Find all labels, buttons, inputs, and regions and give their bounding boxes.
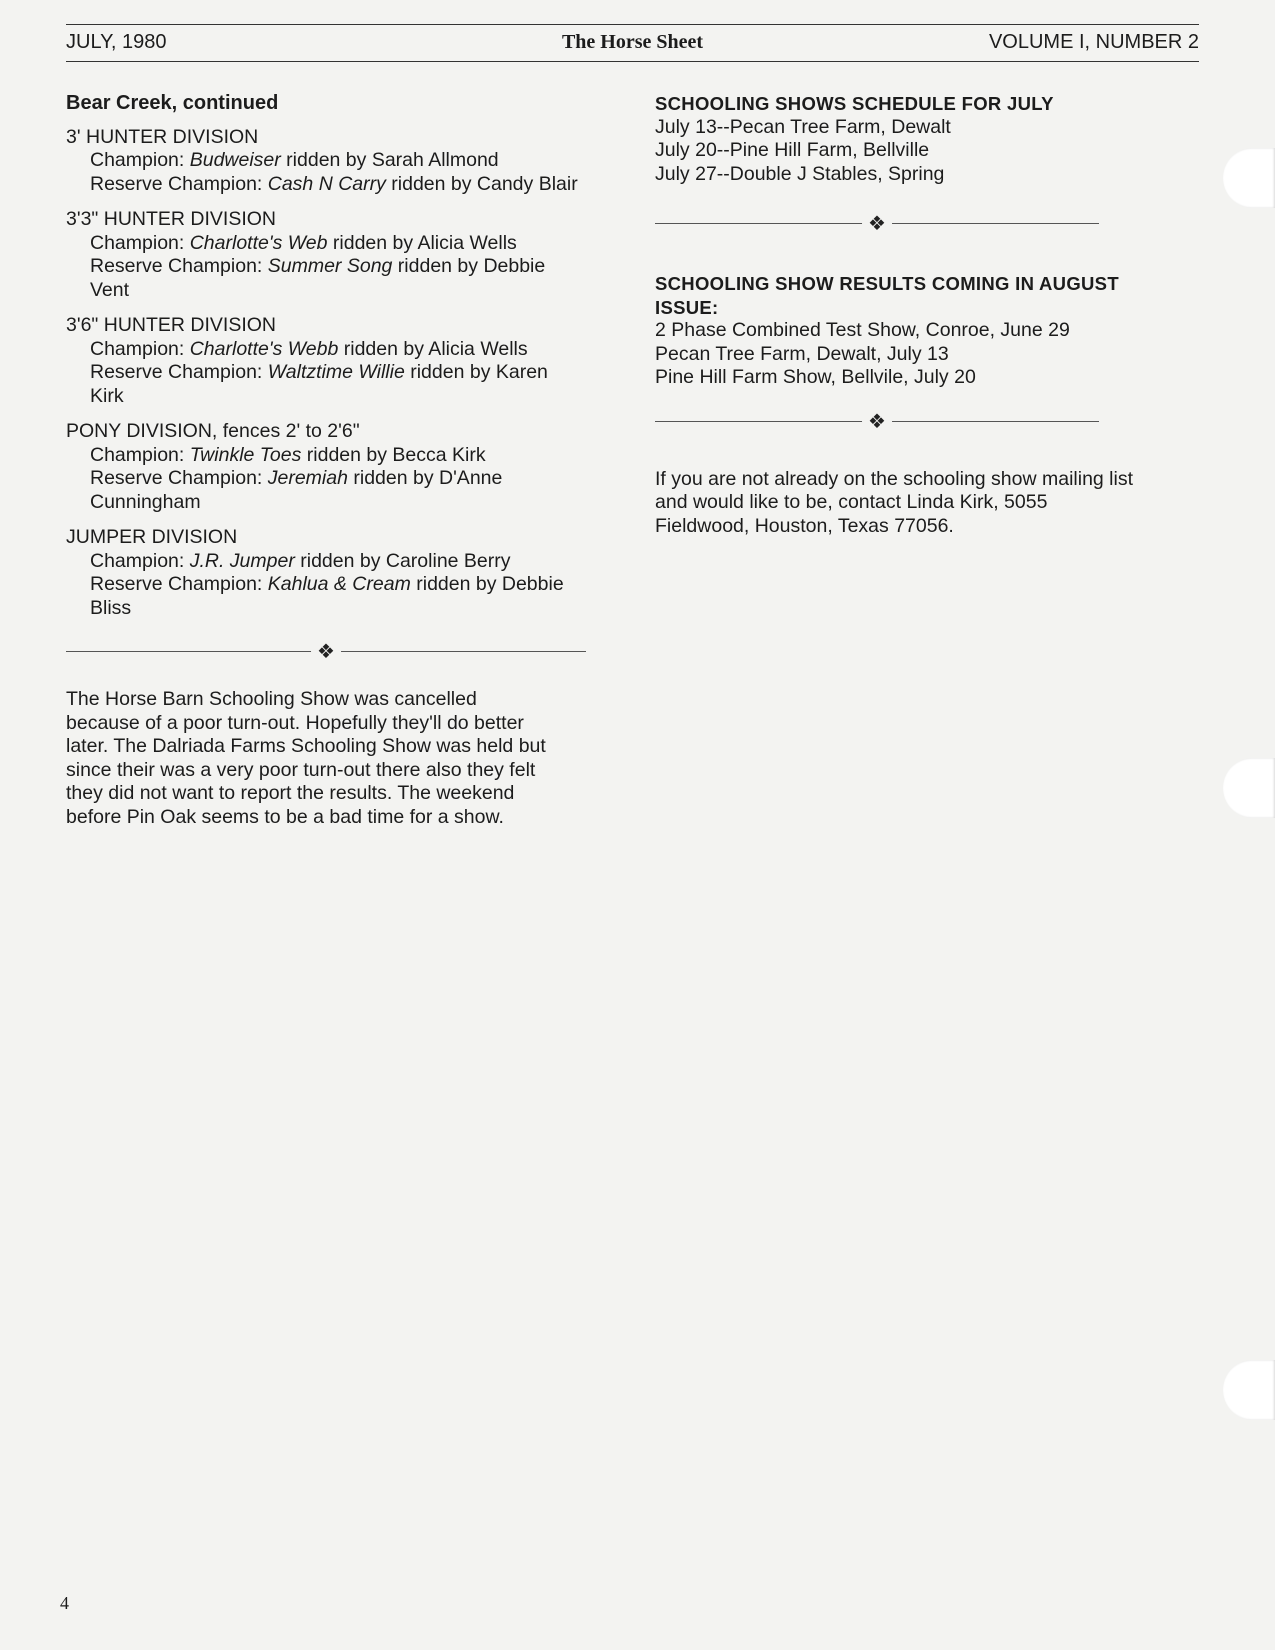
champion-label: Champion: — [90, 549, 190, 572]
champion-horse: Budweiser — [189, 149, 281, 171]
champion-label: Champion: — [90, 443, 190, 466]
binder-hole — [1223, 1360, 1275, 1420]
ornament-divider — [66, 640, 586, 664]
ornament-icon: ❖ — [862, 410, 892, 434]
reserve-champion-line — [66, 173, 586, 197]
reserve-horse: Summer Song — [267, 255, 393, 277]
schedule-item: July 13--Pecan Tree Farm, Dewalt — [655, 115, 951, 138]
binder-hole — [1223, 758, 1275, 818]
champion-line — [66, 550, 586, 574]
champion-horse: Charlotte's Web — [189, 231, 328, 254]
schedule-block — [655, 92, 1165, 186]
champion-horse: Charlotte's Webb — [189, 337, 339, 360]
reserve-horse: Waltztime Willie — [267, 361, 405, 383]
division-block — [66, 126, 586, 197]
division-block — [66, 526, 586, 620]
reserve-champion-line — [66, 255, 586, 302]
division-block — [66, 420, 586, 514]
reserve-champion-line — [66, 573, 586, 620]
binder-hole — [1223, 148, 1275, 208]
division-heading: 3' HUNTER DIVISION — [66, 125, 259, 148]
reserve-rider: ridden by Debbie Vent — [90, 255, 546, 301]
ornament-divider — [655, 410, 1099, 434]
division-block — [66, 314, 586, 408]
champion-line — [66, 149, 586, 173]
champion-line — [66, 338, 586, 362]
reserve-horse: Cash N Carry — [267, 172, 386, 195]
schedule-item: July 27--Double J Stables, Spring — [655, 162, 945, 185]
champion-horse: Twinkle Toes — [189, 443, 302, 466]
right-column — [655, 92, 1165, 538]
section-title: Bear Creek, continued — [66, 92, 279, 114]
division-heading: 3'6" HUNTER DIVISION — [66, 314, 277, 336]
ornament-icon: ❖ — [862, 212, 892, 236]
reserve-horse: Jeremiah — [267, 467, 348, 489]
reserve-label: Reserve Champion: — [90, 573, 268, 595]
champion-horse: J.R. Jumper — [189, 549, 295, 572]
results-item: 2 Phase Combined Test Show, Conroe, June 29 — [655, 319, 1070, 341]
champion-rider: ridden by Becca Kirk — [301, 443, 486, 466]
reserve-label: Reserve Champion: — [90, 172, 268, 195]
champion-rider: ridden by Alicia Wells — [338, 337, 528, 360]
champion-rider: ridden by Caroline Berry — [294, 549, 511, 572]
reserve-label: Reserve Champion: — [90, 255, 268, 277]
division-heading: JUMPER DIVISION — [66, 526, 238, 548]
results-heading: SCHOOLING SHOW RESULTS COMING IN AUGUST ISSUE: — [655, 273, 1119, 318]
division-list — [66, 126, 586, 621]
reserve-label: Reserve Champion: — [90, 467, 268, 489]
page-number: 4 — [60, 1593, 69, 1613]
division-block — [66, 208, 586, 302]
results-item: Pine Hill Farm Show, Bellvile, July 20 — [655, 366, 976, 388]
left-column — [66, 92, 586, 829]
champion-label: Champion: — [90, 231, 190, 254]
reserve-rider: ridden by Debbie Bliss — [90, 573, 564, 619]
ornament-divider — [655, 212, 1099, 236]
reserve-champion-line — [66, 467, 586, 514]
mailing-list-note: If you are not already on the schooling show mailing list and would like to be, contact Linda Kirk, 5055 Fieldwood, Houston, Texas 77056. — [655, 467, 1134, 537]
champion-line — [66, 444, 586, 468]
champion-rider: ridden by Sarah Allmond — [280, 149, 499, 171]
champion-rider: ridden by Alicia Wells — [327, 231, 517, 254]
champion-line — [66, 232, 586, 256]
division-heading: PONY DIVISION, fences 2' to 2'6" — [66, 420, 360, 442]
newsletter-title: The Horse Sheet — [561, 31, 704, 53]
schedule-heading: SCHOOLING SHOWS SCHEDULE FOR JULY — [655, 93, 1054, 114]
reserve-rider: ridden by Karen Kirk — [90, 361, 548, 407]
reserve-champion-line — [66, 361, 586, 408]
division-heading: 3'3" HUNTER DIVISION — [66, 208, 277, 230]
results-block — [655, 272, 1165, 390]
reserve-rider: ridden by Candy Blair — [385, 172, 578, 195]
results-item: Pecan Tree Farm, Dewalt, July 13 — [655, 342, 949, 365]
reserve-rider: ridden by D'Anne Cunningham — [90, 467, 503, 513]
reserve-horse: Kahlua & Cream — [267, 573, 411, 595]
volume-number: VOLUME I, NUMBER 2 — [988, 31, 1199, 53]
champion-label: Champion: — [90, 149, 190, 171]
page-header — [66, 24, 1199, 62]
schedule-item: July 20--Pine Hill Farm, Bellville — [655, 139, 930, 161]
issue-date: JULY, 1980 — [66, 31, 167, 53]
cancellation-paragraph: The Horse Barn Schooling Show was cancelled because of a poor turn-out. Hopefully they'll do better later. The Dalriada Farms Schooling Show was held but since their was a very poor turn-out there also they felt they did not want to report the results. The weekend before Pin Oak seems to be a bad time for a show. — [66, 688, 546, 828]
reserve-label: Reserve Champion: — [90, 361, 268, 383]
ornament-icon: ❖ — [311, 640, 341, 664]
champion-label: Champion: — [90, 337, 190, 360]
